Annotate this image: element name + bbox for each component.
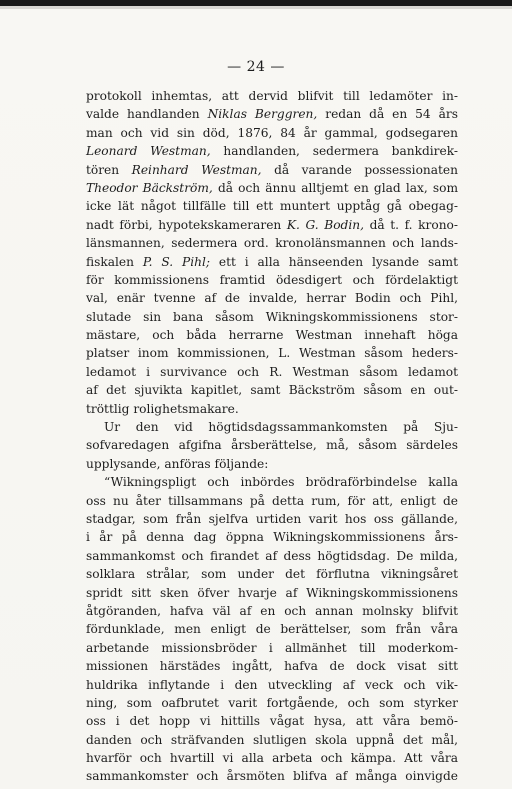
text-segment: spridt sitt sken öfver hvarje af Wikningskommissionens <box>86 585 458 600</box>
text-segment: danden och sträfvanden slutligen skola uppnå det mål, <box>86 732 458 747</box>
text-segment: man och vid sin död, 1876, 84 år gammal, godsegaren <box>86 125 458 140</box>
text-segment: sammankomst och firandet af dess högtidsdag. De milda, <box>86 548 458 563</box>
text-segment: ett i alla hänseenden lysande samt <box>209 254 458 269</box>
text-segment: protokoll inhemtas, att dervid blifvit till ledamöter in- <box>86 89 458 103</box>
text-segment: mästare, och båda herrarne Westman innehaft höga <box>86 328 458 343</box>
text-segment: “Wikningspligt och inbördes brödraförbindelse kalla <box>104 475 458 490</box>
text-line <box>86 694 458 712</box>
text-line <box>86 363 458 381</box>
text-segment: då varande possessionaten <box>261 162 458 177</box>
text-line <box>86 105 458 123</box>
text-segment: fördunklade, men enligt de berättelser, som från våra <box>86 622 458 637</box>
text-segment: missionen härstädes ingått, hafva de dock visat sitt <box>86 659 458 674</box>
text-line <box>86 712 458 730</box>
italic-name: Niklas Berggren, <box>207 107 318 122</box>
page-number: — 24 — <box>227 59 285 75</box>
text-segment: oss nu åter tillsammans på detta rum, för att, enligt de <box>86 493 458 508</box>
text-segment: slutade sin bana såsom Wikningskommissionens stor- <box>86 309 458 324</box>
text-segment: stadgar, som från sjelfva urtiden varit hos oss gällande, <box>86 511 458 526</box>
text-line <box>86 473 458 491</box>
italic-name: K. G. Bodin, <box>286 217 364 232</box>
text-line <box>86 418 458 436</box>
text-segment: hvarför och hvartill vi alla arbeta och kämpa. Att våra <box>86 751 458 766</box>
text-line <box>86 142 458 160</box>
italic-name: Leonard Westman, <box>86 144 211 159</box>
text-line <box>86 676 458 694</box>
text-line <box>86 528 458 546</box>
text-line <box>86 749 458 767</box>
text-line <box>86 344 458 362</box>
text-segment: arbetande missionsbröder i allmänhet till moderkom- <box>86 640 458 655</box>
text-line <box>86 216 458 234</box>
text-segment: valde handlanden <box>86 107 208 122</box>
text-segment: tröttlig rolighetsmakare. <box>86 401 239 416</box>
italic-name: Theodor Bäckström, <box>86 180 213 195</box>
text-line <box>86 767 458 785</box>
text-line <box>86 308 458 326</box>
text-line <box>86 161 458 179</box>
text-line <box>86 492 458 510</box>
body-text <box>86 87 458 786</box>
text-line <box>86 510 458 528</box>
text-line <box>86 602 458 620</box>
text-segment: nadt förbi, hypotekskameraren <box>86 217 287 232</box>
text-line <box>86 547 458 565</box>
text-segment: Ur den vid högtidsdagssammankomsten på Sju- <box>104 420 458 435</box>
text-line <box>86 584 458 602</box>
text-segment: ledamot i survivance och R. Westman såsom ledamot <box>86 364 458 379</box>
text-segment: sammankomster och årsmöten blifva af många oinvigde <box>86 769 458 784</box>
text-segment: handlanden, sedermera bankdirek- <box>210 144 459 159</box>
text-line <box>86 179 458 197</box>
text-segment: länsmannen, sedermera ord. kronolänsmannen och lands- <box>86 236 458 251</box>
text-line <box>86 197 458 215</box>
text-segment: sofvaredagen afgifna årsberättelse, må, såsom särdeles <box>86 438 458 453</box>
text-segment: huldrika inflytande i den utveckling af veck och vik- <box>86 677 458 692</box>
text-segment: då t. f. krono- <box>363 217 459 232</box>
text-line <box>86 381 458 399</box>
text-line <box>86 234 458 252</box>
text-line <box>86 620 458 638</box>
text-line <box>86 400 458 418</box>
text-line <box>86 455 458 473</box>
text-segment: redan då en 54 års <box>317 107 458 122</box>
text-line <box>86 565 458 583</box>
text-line <box>86 731 458 749</box>
text-segment: fiskalen <box>86 254 143 269</box>
text-segment: oss i det hopp vi hittills vågat hysa, att våra bemö- <box>86 714 458 729</box>
text-segment: åtgöranden, hafva väl af en och annan molnsky blifvit <box>86 603 458 618</box>
text-line <box>86 326 458 344</box>
text-line <box>86 639 458 657</box>
text-line <box>86 124 458 142</box>
page-top-shadow <box>0 6 512 9</box>
text-line <box>86 87 458 105</box>
text-segment: platser inom kommissionen, L. Westman såsom heders- <box>86 346 458 361</box>
text-segment: af det sjuvikta kapitlet, samt Bäckström såsom en out- <box>86 383 458 398</box>
text-segment: val, enär tvenne af de invalde, herrar Bodin och Pihl, <box>86 291 458 306</box>
text-segment: tören <box>86 162 132 177</box>
text-segment: då och ännu alltjemt en glad lax, som <box>212 180 459 195</box>
italic-name: Reinhard Westman, <box>131 162 262 177</box>
text-segment: icke lät något tillfälle till ett muntert upptåg gå obegag- <box>86 199 458 214</box>
text-line <box>86 436 458 454</box>
text-line <box>86 253 458 271</box>
italic-name: P. S. Pihl; <box>142 254 210 269</box>
text-segment: upplysande, anföras följande: <box>86 456 269 471</box>
text-segment: i år på denna dag öppna Wikningskommissionens års- <box>86 530 458 545</box>
text-segment: solklara strålar, som under det förflutna vikningsåret <box>86 567 458 582</box>
text-line <box>86 289 458 307</box>
text-line <box>86 657 458 675</box>
text-line <box>86 271 458 289</box>
text-segment: ning, som oafbrutet varit fortgående, och som styrker <box>86 695 458 710</box>
text-segment: för kommissionens framtid ödesdigert och fördelaktigt <box>86 272 458 287</box>
